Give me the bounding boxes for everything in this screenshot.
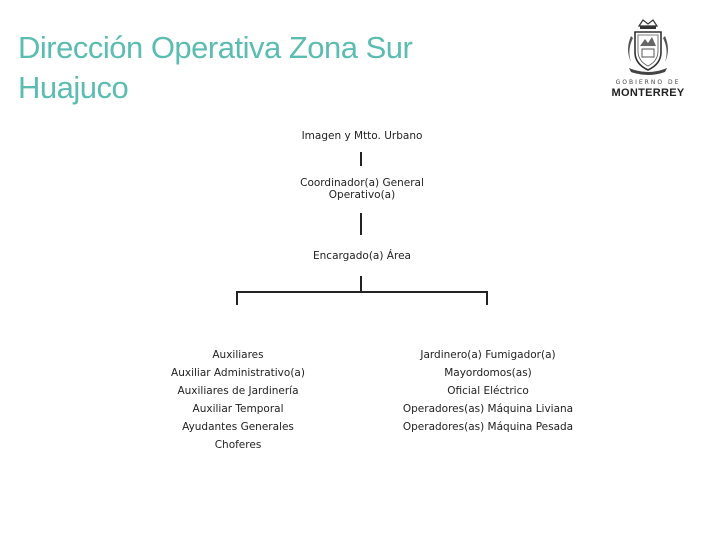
- list-item: Ayudantes Generales: [182, 421, 294, 433]
- list-item: Auxiliares: [212, 349, 264, 361]
- logo-small-text: GOBIERNO DE: [615, 79, 681, 86]
- branch-left-drop: [236, 291, 238, 305]
- monterrey-logo: [606, 16, 690, 106]
- list-item: Operadores(as) Máquina Liviana: [402, 403, 574, 415]
- connector-1-2: [360, 152, 362, 166]
- connector-2-3: [360, 213, 362, 235]
- list-item: Mayordomos(as): [444, 367, 532, 379]
- node-imagen-mtto: Imagen y Mtto. Urbano: [301, 130, 423, 142]
- branch-right-drop: [486, 291, 488, 305]
- node-encargado-area: Encargado(a) Área: [313, 250, 411, 262]
- list-item: Choferes: [214, 439, 262, 451]
- list-item: Jardinero(a) Fumigador(a): [420, 349, 556, 361]
- logo-big-text: MONTERREY: [611, 87, 685, 99]
- branch-horizontal-line: [236, 291, 488, 293]
- list-item: Auxiliar Administrativo(a): [171, 367, 305, 379]
- connector-3-branch: [360, 276, 362, 292]
- page-title: [18, 28, 538, 108]
- coat-of-arms-icon: [617, 16, 679, 78]
- list-item: Oficial Eléctrico: [447, 385, 529, 397]
- title-line-2: Huajuco: [18, 70, 129, 105]
- right-role-list: [388, 346, 588, 436]
- node-coordinador-general: [262, 177, 462, 201]
- list-item: Operadores(as) Máquina Pesada: [402, 421, 574, 433]
- list-item: Auxiliar Temporal: [192, 403, 284, 415]
- node-coordinador-line-1: Coordinador(a) General: [300, 177, 424, 189]
- list-item: Auxiliares de Jardinería: [177, 385, 299, 397]
- left-role-list: [148, 346, 328, 454]
- title-line-1: Dirección Operativa Zona Sur: [18, 30, 413, 65]
- node-coordinador-line-2: Operativo(a): [328, 189, 396, 201]
